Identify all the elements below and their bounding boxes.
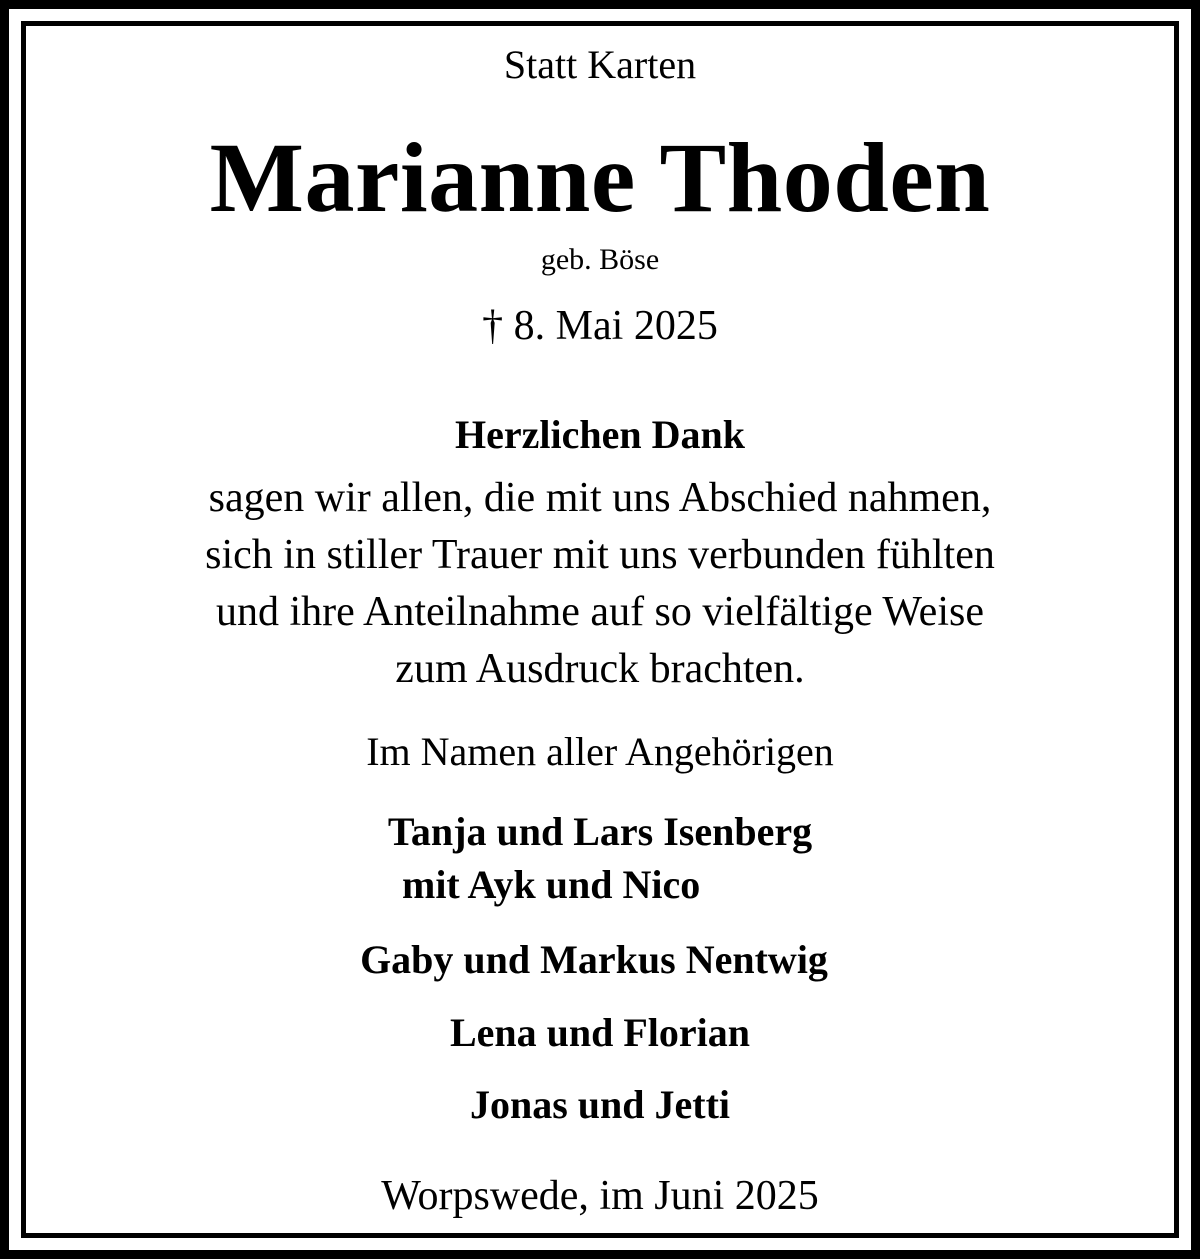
thanks-line: zum Ausdruck brachten.: [395, 646, 805, 692]
place-and-date: Worpswede, im Juni 2025: [381, 1173, 819, 1219]
thanks-line: sich in stiller Trauer mit uns verbunden fühlten: [205, 532, 995, 578]
on-behalf-line: Im Namen aller Angehörigen: [366, 729, 834, 774]
family-name: mit Ayk und Nico: [402, 862, 701, 907]
thanks-line: sagen wir allen, die mit uns Abschied nahmen,: [208, 475, 992, 521]
deceased-name: Marianne Thoden: [209, 122, 991, 233]
family-name: Gaby und Markus Nentwig: [360, 937, 828, 982]
thanks-text: [0, 470, 1200, 698]
family-name: Jonas und Jetti: [469, 1082, 731, 1127]
thanks-title: Herzlichen Dank: [455, 412, 745, 457]
family-name: Tanja und Lars Isenberg: [387, 809, 813, 854]
maiden-name: geb. Böse: [540, 243, 660, 276]
thanks-line: und ihre Anteilnahme auf so vielfältige Weise: [216, 589, 984, 635]
death-date: † 8. Mai 2025: [482, 303, 718, 349]
subheading: Statt Karten: [503, 42, 697, 87]
family-name: Lena und Florian: [449, 1010, 751, 1055]
